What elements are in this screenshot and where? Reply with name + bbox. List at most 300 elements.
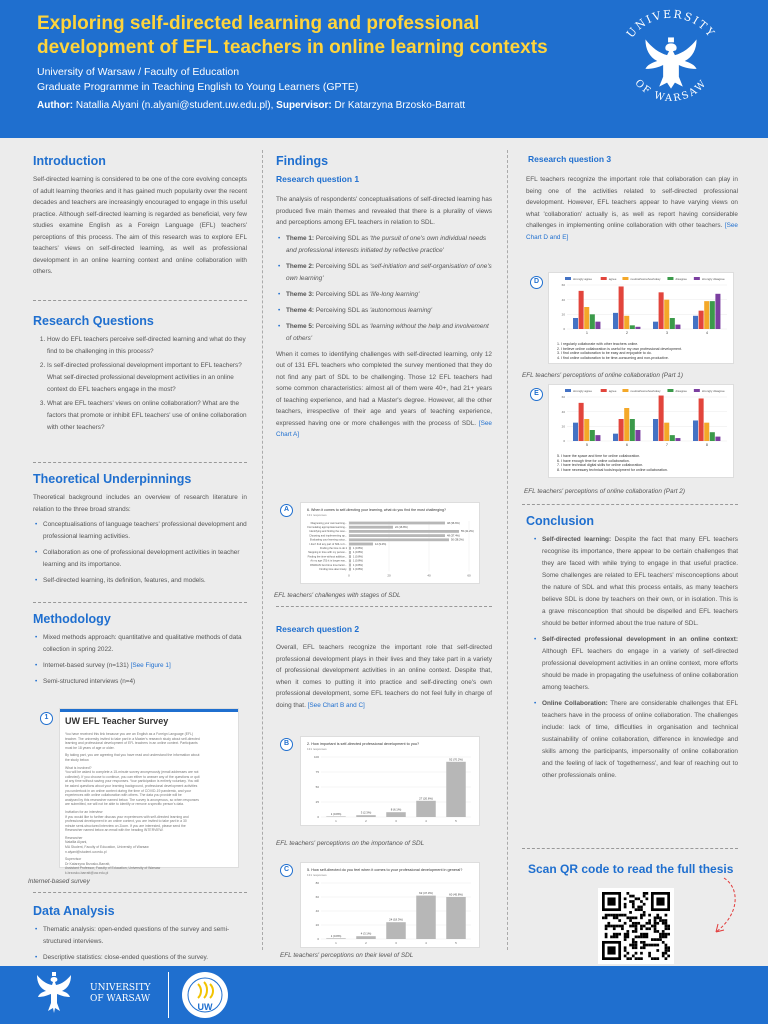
chart-title: 5. How self-directed do you feel when it comes to your professional development in general? — [307, 868, 463, 872]
qr-module — [643, 895, 646, 898]
chart-b-caption: EFL teachers' perceptions on the importance of SDL — [276, 840, 425, 847]
survey-text — [65, 732, 233, 876]
qr-module — [656, 949, 659, 952]
qr-module — [618, 919, 621, 922]
y-tick-label: 60 — [315, 895, 319, 900]
research-question-1: 1. How do EFL teachers perceive self-directed learning and what do they find to be challenging in this process? — [47, 334, 247, 358]
qr-module — [637, 908, 640, 911]
legend-swatch — [601, 389, 607, 392]
qr-module — [629, 900, 632, 903]
qr-module — [624, 914, 627, 917]
qr-module — [632, 906, 635, 909]
data-analysis-section — [33, 904, 247, 968]
legend-swatch — [694, 277, 700, 280]
qr-module — [640, 946, 643, 949]
survey-title: UW EFL Teacher Survey — [65, 716, 169, 726]
chart-e-note-3: 7. I have technical digital skills for online collaboration. — [557, 463, 644, 468]
bar — [349, 538, 449, 541]
conclusion-item-1 — [532, 534, 738, 630]
qr-module — [613, 936, 616, 939]
chart-d-note-2: 2. I believe online collaboration is useful for my own professional development. — [557, 346, 683, 351]
eagle-icon — [645, 37, 696, 88]
survey-line: Dr Katarzyna Brzosko-Barratt, — [65, 861, 111, 866]
qr-module — [651, 957, 654, 960]
survey-line: be asked questions about your learning background, professional development activities — [65, 783, 198, 788]
x-tick-label: 3 — [395, 819, 397, 823]
theme-1-label: Theme 1: — [286, 234, 315, 242]
x-tick-label: 5 — [455, 941, 457, 945]
qr-module — [648, 922, 651, 925]
theme-5 — [276, 321, 492, 345]
qr-module — [624, 936, 627, 939]
bar-label: 27 (20.6%) — [419, 796, 433, 801]
qr-module — [667, 955, 670, 958]
qr-module — [643, 903, 646, 906]
theme-5-quote: 'learning without the help and involvement of others' — [286, 322, 489, 342]
see-chart-b-c-link[interactable]: [See Chart B and C] — [307, 701, 365, 709]
pedagogy-faculty-logo — [180, 970, 230, 1020]
qr-module — [624, 903, 627, 906]
bar — [349, 551, 351, 554]
research-question-3: 3. What are EFL teachers' views on online collaboration? What are the factors that promote or inhibit EFL teachers' use of online collaboration with other teachers? — [47, 398, 247, 434]
bar — [416, 801, 436, 817]
legend-swatch — [565, 277, 571, 280]
qr-module — [635, 916, 638, 919]
supervisor: Dr Katarzyna Brzosko-Barratt — [334, 100, 466, 111]
research-questions-list — [33, 334, 247, 434]
category-label: Finding the time to do it — [320, 547, 347, 550]
qr-module — [613, 916, 616, 919]
qr-module — [646, 933, 649, 936]
bar — [659, 292, 664, 329]
qr-module — [626, 952, 629, 955]
legend-label: neutral/somehow/okay — [630, 276, 661, 281]
qr-module — [626, 936, 629, 939]
qr-module — [651, 938, 654, 941]
qr-module — [616, 914, 619, 917]
logo-text-top: UNIVERSITY — [623, 7, 719, 41]
legend-label: disagree — [675, 388, 687, 393]
qr-module — [607, 922, 610, 925]
bar — [573, 318, 578, 329]
qr-module — [648, 927, 651, 930]
chart-e-note-1: 5. I have the space and time for online collaboration. — [557, 454, 641, 458]
qr-module — [640, 941, 643, 944]
qr-module — [616, 933, 619, 936]
bar — [579, 403, 584, 441]
introduction-text: Self-directed learning is considered to be one of the core evolving concepts of adult learning theories and it has gained much popularity over the recent decades and teachers are increasingly encouraged to engage in this useful practice. Although self-directed learning is regarded as beneficial, very few studies examine English as a Foreign Language (EFL) teachers' perceptions of this process. The aim of this research was to explore EFL teachers' views on self-directed learning, as well as professional development in an online learning context and online collaboration with others. — [33, 176, 247, 275]
theory-item-2: • Collaboration as one of professional development activities in teacher learning and its importance. — [33, 547, 247, 571]
qr-module — [646, 922, 649, 925]
chart-d-notes — [549, 342, 733, 360]
category-label: Finding the time without addition... — [307, 555, 347, 559]
methodology-item-3: • Semi-structured interviews (n=4) — [33, 676, 247, 688]
theme-4-quote: 'autonomous learning' — [369, 306, 433, 314]
qr-module — [618, 925, 621, 928]
category-label: Formulating appropriate learning... — [307, 526, 347, 529]
chart-d-note-3: 3. I find online collaboration to be easy and enjoyable to do. — [557, 351, 652, 356]
conclusion-item-3-text: There are considerable challenges that EFL teachers have in the process of online collaboration. The challenges include: lack of time, difficulties in organisation and technical sustainability of online collaboration, difference in knowledge and skills among the participants, impersonality of online collaboration and the feeling of lack of 'togetherness', and fear of reaching out to other professionals online. — [542, 700, 738, 779]
survey-line: the study below. — [65, 757, 90, 762]
qr-module — [640, 952, 643, 955]
programme: Graduate Programme in Teaching English to Young Learners (GPTE) — [37, 81, 359, 93]
qr-module — [616, 936, 619, 939]
bar — [619, 419, 624, 441]
qr-finder — [607, 897, 615, 905]
qr-module — [643, 914, 646, 917]
qr-module — [648, 944, 651, 947]
conclusion-item-3 — [532, 698, 738, 782]
qr-module — [632, 925, 635, 928]
qr-module — [651, 925, 654, 928]
affiliation: University of Warsaw / Faculty of Education — [37, 66, 240, 78]
bar — [590, 430, 595, 441]
findings-heading: Findings — [276, 154, 329, 168]
survey-line: you undertook in an online context during the time of COVID-19 pandemic, and your — [65, 788, 192, 793]
survey-line: minute semi-structured interview on Zoom. If you are interested, please send the — [65, 823, 186, 828]
bar-label: 24 (18.3%) — [389, 917, 403, 922]
y-tick-label: 40 — [561, 297, 565, 302]
chart-subtitle: 131 responses — [307, 747, 327, 751]
chart-c-caption: EFL teachers' perceptions on their level of SDL — [280, 952, 414, 959]
bar — [595, 435, 600, 441]
bar — [579, 291, 584, 329]
qr-module — [654, 922, 657, 925]
rq1-heading: Research question 1 — [276, 174, 360, 184]
theme-2-label: Theme 2: — [286, 262, 315, 270]
rq3-section — [522, 150, 738, 243]
rq2-text — [276, 642, 492, 711]
category-label: PANDAS! And time time factor... — [310, 563, 347, 567]
x-tick-label: 4 — [425, 941, 427, 945]
bar — [704, 423, 709, 441]
methodology-item-1: • Mixed methods approach: quantitative and qualitative methods of data collection in spring 2022. — [33, 632, 247, 656]
qr-module — [654, 925, 657, 928]
arrow-icon — [694, 874, 754, 944]
survey-line: professional development in an online context, you are invited to take part in a 30 — [65, 819, 187, 824]
category-label: Finding time also timely. — [319, 568, 347, 571]
qr-module — [624, 955, 627, 958]
qr-module — [637, 936, 640, 939]
qr-module — [616, 916, 619, 919]
theory-item-3: • Self-directed learning, its definition, features, and models. — [33, 575, 247, 587]
bar — [386, 922, 406, 939]
y-tick-label: 0 — [317, 815, 319, 820]
qr-module — [605, 936, 608, 939]
divider — [522, 504, 738, 505]
legend-swatch — [601, 277, 607, 280]
figure-1-badge: 1 — [40, 712, 53, 725]
qr-module — [659, 916, 662, 919]
bar — [349, 522, 445, 525]
conclusion-section — [522, 514, 738, 786]
rq1-text-2-body: When it comes to identifying challenges with self-directed learning, only 12 out of 131 EFL teachers who completed the survey mentioned that they do not find any part of SDL to be challenging. Those 12 EFL teachers had some common characteristics: almost all of them were 40+, had 21+ years of teaching experience, and had a Master's degree. However, all the other teachers, irrespective of their age and years of teaching experience, expressed having one or more challenges with the process of SDL. — [276, 350, 492, 427]
qr-module — [656, 914, 659, 917]
x-tick-label: 1 — [335, 819, 337, 823]
rq1-text-2 — [276, 349, 492, 441]
y-tick-label: 40 — [561, 409, 565, 414]
bar-label: 1 (0.8%) — [353, 555, 363, 559]
qr-module — [643, 925, 646, 928]
x-tick-label: 6 — [626, 443, 628, 447]
bar — [595, 322, 600, 329]
university-of-warsaw-logo — [612, 4, 730, 122]
qr-module — [629, 919, 632, 922]
qr-module — [648, 952, 651, 955]
bar — [653, 322, 658, 329]
divider — [522, 848, 738, 849]
themes-list — [276, 233, 492, 345]
y-tick-label: 20 — [561, 424, 565, 429]
survey-caption: Internet-based survey — [28, 878, 90, 885]
research-question-2: 2. Is self-directed professional development important to EFL teachers? What self-directed professional development activities in an online context do EFL teachers engage in the most? — [47, 360, 247, 396]
qr-module — [629, 895, 632, 898]
qr-module — [640, 908, 643, 911]
chart-c-badge: C — [280, 864, 293, 877]
qr-module — [626, 930, 629, 933]
legend-label: strongly agree — [573, 388, 593, 393]
legend-label: strongly disagree — [701, 388, 725, 393]
rq2-section — [276, 620, 492, 711]
y-tick-label: 60 — [561, 395, 565, 400]
chart-a-badge: A — [280, 504, 293, 517]
legend-swatch — [667, 389, 673, 392]
survey-line: n.alyani@student.uw.edu.pl — [65, 849, 107, 854]
bar — [584, 419, 589, 441]
qr-module — [637, 906, 640, 909]
conclusion-item-1-text: Despite the fact that many EFL teachers recognise its importance, there appear to be certain challenges that they are faced with while trying to engage in that useful practice. Some challenges are related to EFL teachers' misconceptions about the nature of SDL and what this process entails, as many teachers believe SDL is done by teachers on their own, or in isolation. This is a grave misconception that should be dispelled and EFL teachers should be better informed about the true nature of SDL. — [542, 536, 738, 627]
theme-4 — [276, 305, 492, 317]
qr-module — [659, 919, 662, 922]
qr-module — [610, 925, 613, 928]
survey-line: must be 18 years of age or older. — [65, 745, 115, 750]
bar — [349, 534, 445, 537]
y-tick-label: 25 — [315, 800, 319, 805]
x-tick-label: 2 — [365, 941, 367, 945]
bar — [704, 301, 709, 329]
x-tick-label: 4 — [425, 819, 427, 823]
qr-module — [659, 938, 662, 941]
chart-subtitle: 131 responses — [307, 513, 327, 517]
survey-figure — [59, 708, 239, 876]
conclusion-heading: Conclusion — [526, 514, 595, 528]
bar — [635, 430, 640, 441]
qr-module — [648, 955, 651, 958]
theme-5-text: Perceiving SDL as — [315, 322, 370, 330]
survey-line: Invitation for an interview — [65, 809, 103, 814]
qr-module — [665, 944, 668, 947]
bar — [635, 327, 640, 329]
bar — [584, 307, 589, 329]
bar — [670, 318, 675, 329]
conclusion-list — [532, 534, 738, 782]
bar — [349, 543, 373, 546]
qr-finder — [656, 897, 664, 905]
qr-module — [632, 930, 635, 933]
qr-code[interactable] — [598, 888, 674, 964]
qr-module — [640, 936, 643, 939]
qr-module — [613, 927, 616, 930]
bar — [326, 816, 346, 817]
rq3-text — [526, 174, 738, 243]
rq1-text-1: The analysis of respondents' conceptualisations of self-directed learning has produced five main themes and revealed that there is a plurality of views and perceptions among EFL teachers in relation to SDL. — [276, 196, 492, 226]
category-label: Evaluating your learning outco... — [309, 538, 347, 542]
qr-module — [665, 946, 668, 949]
theme-3-text: Perceiving SDL as — [315, 290, 370, 298]
authors-line — [37, 100, 465, 111]
x-tick-label: 8 — [706, 443, 708, 447]
bar — [699, 398, 704, 441]
introduction-heading: Introduction — [33, 154, 106, 168]
chart-e-note-4: 8. I have necessary technical tools/equipment for online collaboration. — [557, 467, 668, 472]
category-label: Choosing and implementing ap... — [309, 534, 347, 538]
bar — [710, 301, 715, 329]
legend-label: agree — [608, 276, 617, 281]
qr-module — [632, 903, 635, 906]
qr-module — [632, 944, 635, 947]
qr-module — [656, 916, 659, 919]
qr-module — [632, 941, 635, 944]
y-tick-label: 75 — [315, 770, 319, 775]
chart-e — [548, 384, 734, 478]
bar — [349, 526, 393, 529]
survey-line: collected). If you choose to continue, you can either to answer any of the questions or quit — [65, 774, 200, 779]
qr-module — [624, 922, 627, 925]
poster-body — [0, 138, 768, 966]
qr-module — [621, 925, 624, 928]
qr-module — [656, 944, 659, 947]
survey-line: Natallia Alyani, — [65, 840, 88, 845]
rq3-heading: Research question 3 — [528, 154, 612, 164]
chart-d — [548, 272, 734, 364]
qr-finder — [607, 946, 615, 954]
divider — [276, 606, 492, 607]
qr-module — [605, 933, 608, 936]
bar — [356, 936, 376, 939]
bar — [630, 419, 635, 441]
qr-module — [646, 927, 649, 930]
qr-module — [662, 936, 665, 939]
qr-module — [662, 919, 665, 922]
qr-module — [635, 922, 638, 925]
chart-b — [300, 736, 480, 826]
qr-module — [635, 930, 638, 933]
bar — [675, 438, 680, 441]
legend-label: agree — [608, 388, 617, 393]
qr-module — [665, 914, 668, 917]
bar — [675, 325, 680, 329]
theory-section — [33, 472, 247, 591]
survey-line: are submitted, we will not be able to identify or remove a specific person's data. — [65, 802, 185, 807]
chart-e-notes — [549, 454, 733, 472]
legend-label: neutral/somehow/okay — [630, 388, 661, 393]
qr-module — [635, 941, 638, 944]
qr-module — [626, 916, 629, 919]
column-divider — [262, 150, 263, 950]
category-label: Stepping in time with my person... — [308, 551, 347, 555]
qr-module — [646, 897, 649, 900]
y-tick-label: 0 — [563, 327, 565, 332]
bar — [356, 815, 376, 817]
qr-module — [618, 914, 621, 917]
survey-line: By taking part, you are agreeing that you have read and understand the information about — [65, 753, 200, 758]
survey-line: You will be asked to complete a 15-minute survey anonymously (email addresses are not — [65, 770, 199, 775]
rq2-heading: Research question 2 — [276, 624, 360, 634]
legend-label: strongly agree — [573, 276, 593, 281]
bar — [349, 564, 351, 567]
footer-uw-line-1: UNIVERSITY — [90, 983, 151, 993]
chart-title: 2. How important is self-directed professional development to you? — [307, 742, 420, 746]
bar-label: 50 (38.2%) — [451, 538, 464, 542]
qr-module — [626, 933, 629, 936]
theme-1 — [276, 233, 492, 257]
legend-label: strongly disagree — [701, 276, 725, 281]
chart-d-note-1: 1. I regularly collaborate with other teachers online. — [557, 342, 639, 346]
bar — [619, 286, 624, 329]
qr-module — [662, 930, 665, 933]
x-tick-label: 5 — [586, 443, 588, 447]
qr-module — [665, 922, 668, 925]
see-figure-1-link[interactable]: [See Figure 1] — [130, 662, 171, 669]
qr-module — [662, 955, 665, 958]
chart-e-badge: E — [530, 388, 543, 401]
qr-module — [607, 925, 610, 928]
author-label: Author: — [37, 100, 74, 111]
x-tick-label: 40 — [427, 573, 431, 578]
qr-module — [635, 946, 638, 949]
survey-line: Assistant Professor, Faculty of Education, University of Warsaw — [65, 866, 161, 871]
qr-module — [643, 946, 646, 949]
chart-e-note-2: 6. I have enough time for online collaboration. — [557, 458, 630, 463]
see-chart-a-link[interactable]: [See Chart A] — [276, 419, 492, 438]
conclusion-item-2-label: Self-directed professional development in an online context: — [542, 636, 738, 643]
qr-module — [643, 944, 646, 947]
poster-footer — [0, 966, 768, 1024]
category-label: Identifying and finding the reso... — [309, 530, 347, 534]
bar — [573, 423, 578, 441]
qr-module — [624, 938, 627, 941]
rq3-text-body: EFL teachers recognize the important role that collaboration can play in being one of the activities related to self-directed professional development. However, EFL teachers appear to have varying views on what 'collaboration' actually is, as well as report having considerable challenges in implementing online collaboration with other teachers. — [526, 176, 738, 229]
y-tick-label: 60 — [561, 283, 565, 288]
x-tick-label: 60 — [467, 573, 471, 578]
author: Natallia Alyani (n.alyani@student.uw.edu.pl), — [75, 100, 274, 111]
x-tick-label: 2 — [365, 819, 367, 823]
survey-line: Researcher — [65, 835, 83, 840]
qr-module — [662, 952, 665, 955]
bar-label: 3 (2.3%) — [360, 810, 372, 815]
bar — [664, 423, 669, 441]
qr-module — [605, 925, 608, 928]
qr-module — [656, 930, 659, 933]
qr-module — [624, 906, 627, 909]
qr-module — [651, 944, 654, 947]
qr-module — [635, 925, 638, 928]
survey-line: at any time without saving your responses. Your participation is entirely voluntary. You will — [65, 779, 199, 784]
theme-3-label: Theme 3: — [286, 290, 315, 298]
methodology-item-2 — [33, 660, 247, 672]
theme-2-text: Perceiving SDL as — [315, 262, 370, 270]
qr-module — [610, 936, 613, 939]
qr-module — [640, 916, 643, 919]
qr-module — [643, 941, 646, 944]
theory-heading: Theoretical Underpinnings — [33, 472, 192, 486]
poster-header — [0, 0, 768, 138]
bar — [386, 812, 406, 817]
see-chart-d-e-link[interactable]: [See Chart D and E] — [526, 222, 738, 241]
bar — [349, 530, 459, 533]
legend-swatch — [667, 277, 673, 280]
legend-swatch — [622, 389, 628, 392]
